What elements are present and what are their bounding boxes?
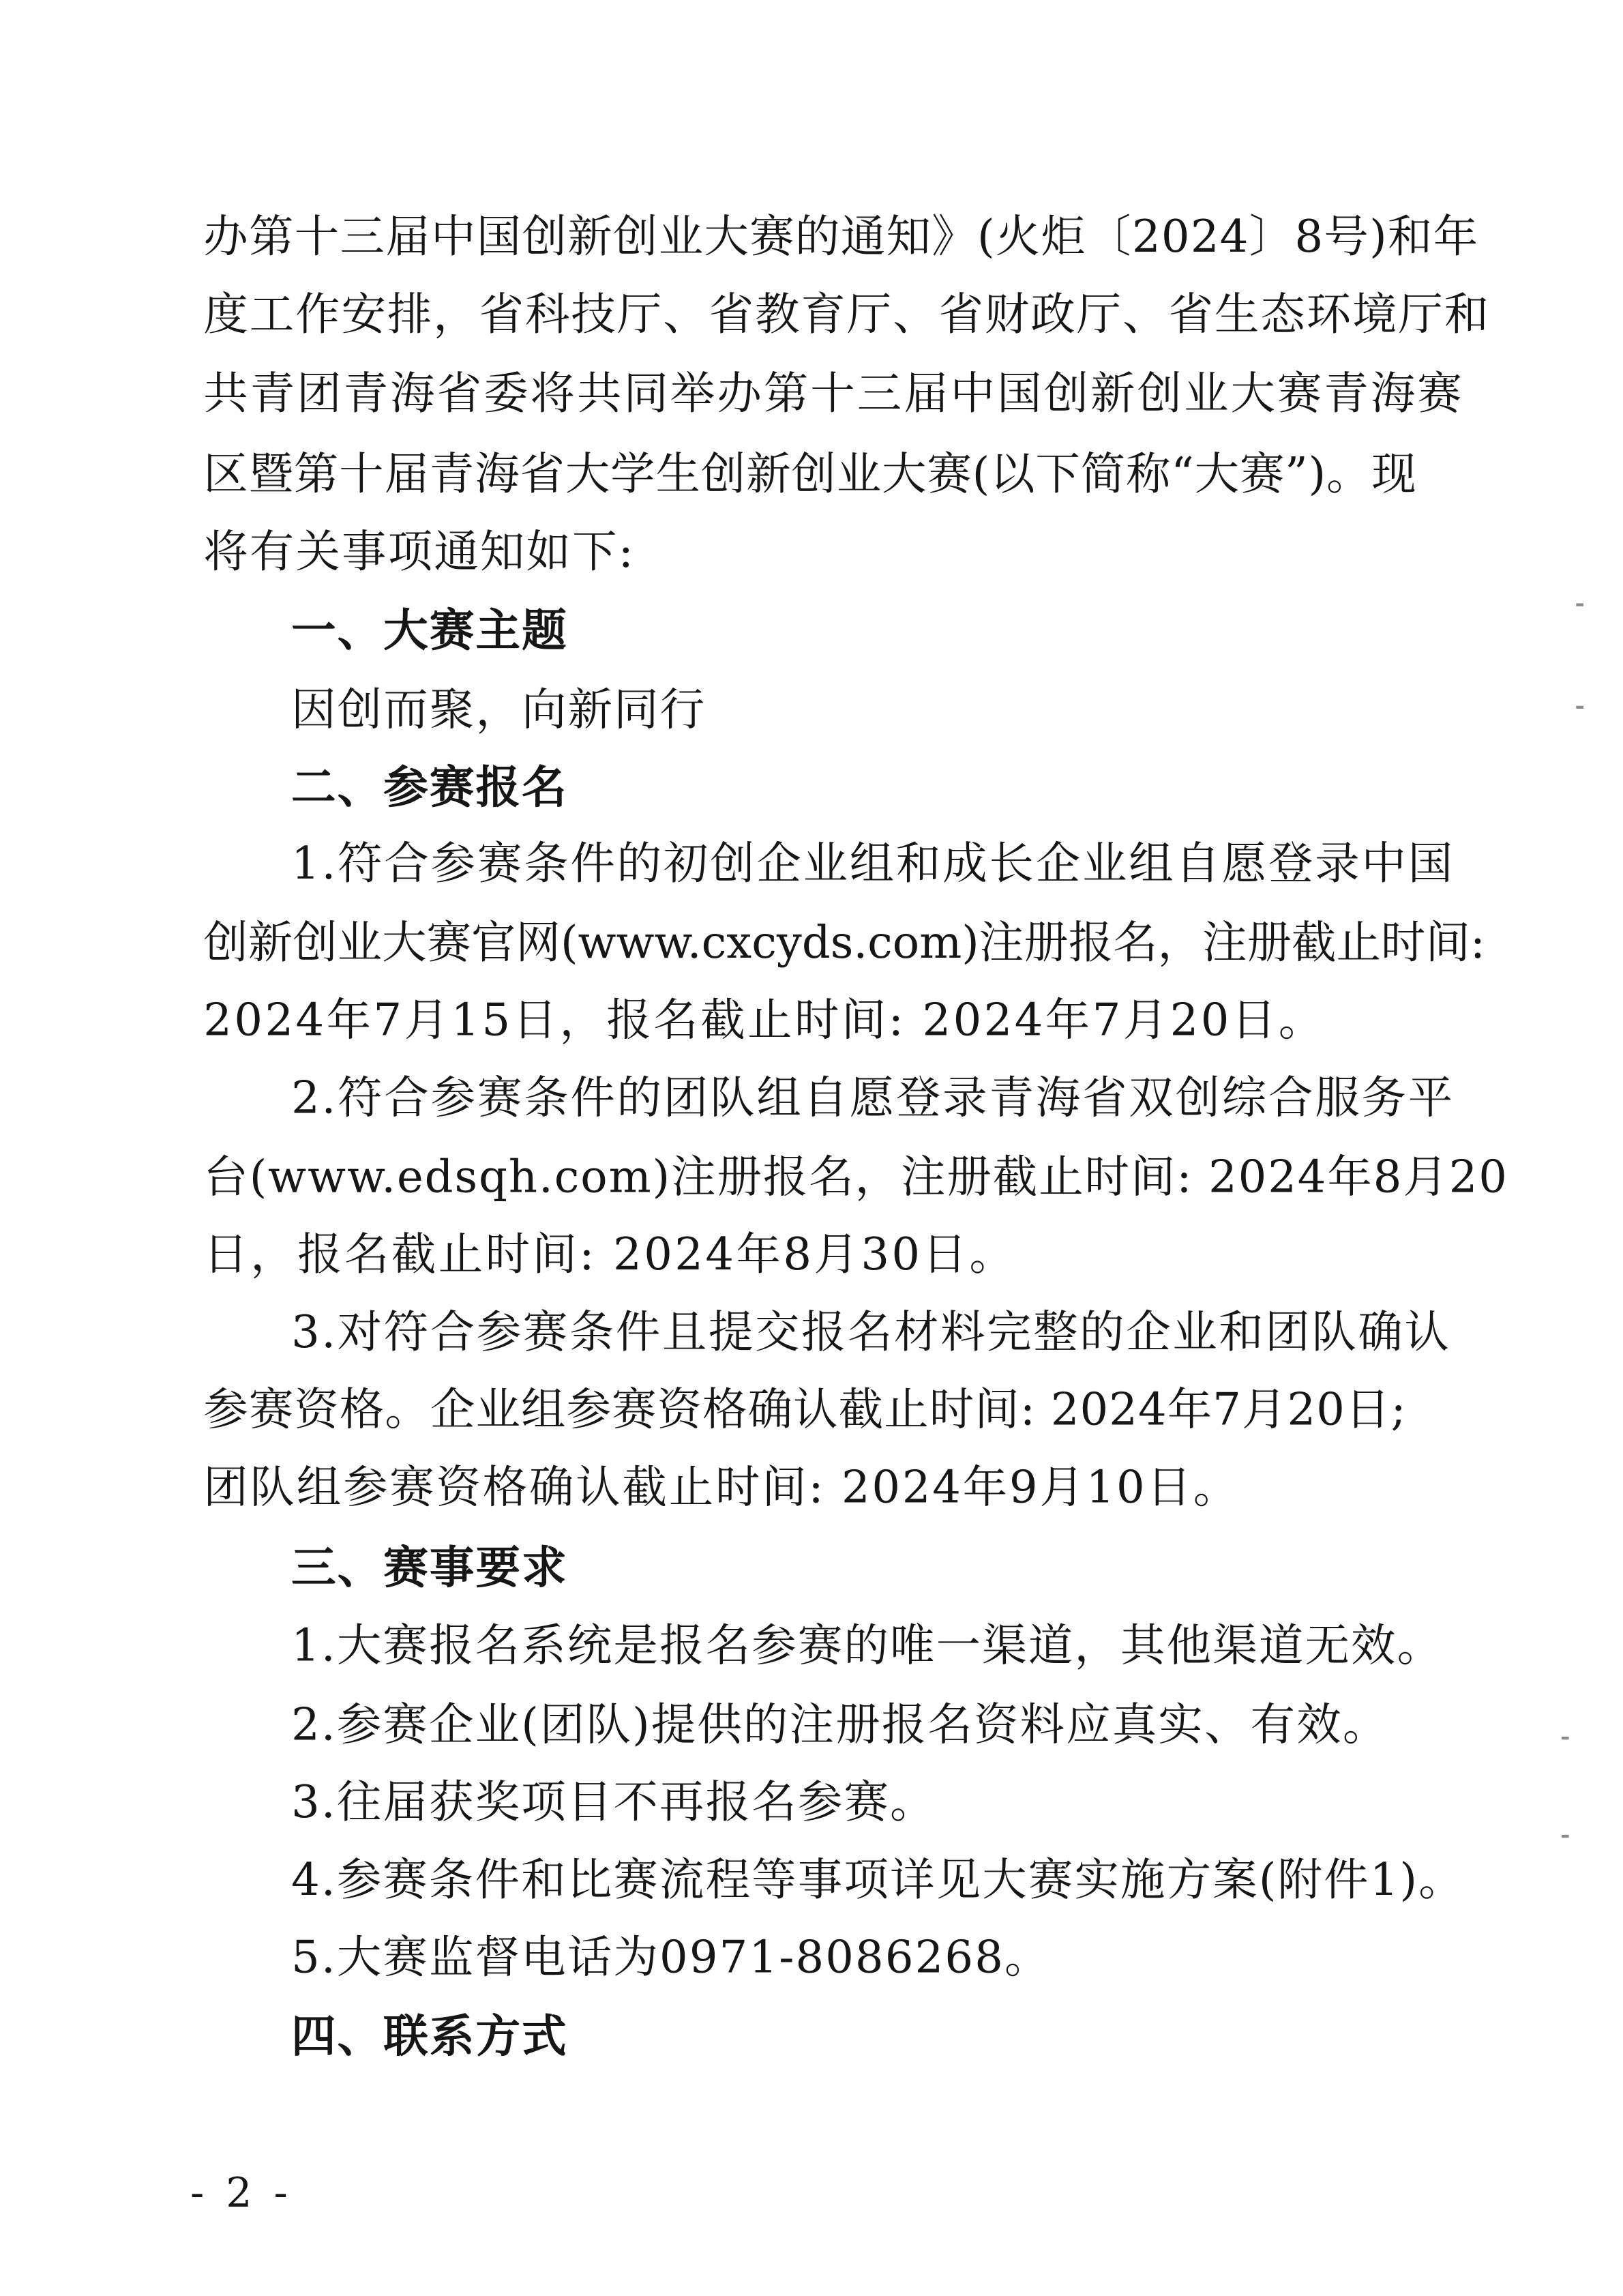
body-text-line: 创新创业大赛官网(www.cxcyds.com)注册报名，注册截止时间: bbox=[203, 917, 1485, 970]
scan-artifact bbox=[1562, 1835, 1569, 1838]
body-text-line: 因创而聚，向新同行 bbox=[291, 685, 706, 737]
section-heading-theme: 一、大赛主题 bbox=[291, 606, 568, 658]
scan-artifact bbox=[1576, 706, 1583, 709]
body-text-line: 5.大赛监督电话为0971-8086268。 bbox=[291, 1932, 1051, 1984]
body-text-line: 4.参赛条件和比赛流程等事项详见大赛实施方案(附件1)。 bbox=[291, 1855, 1465, 1907]
section-heading-contact: 四、联系方式 bbox=[291, 2012, 568, 2063]
body-text-line: 办第十三届中国创新创业大赛的通知》(火炬〔2024〕8号)和年 bbox=[203, 212, 1479, 264]
body-text-line: 3.对符合参赛条件且提交报名材料完整的企业和团队确认 bbox=[291, 1308, 1451, 1359]
body-text-line: 参赛资格。企业组参赛资格确认截止时间: 2024年7月20日; bbox=[203, 1385, 1407, 1437]
section-heading-requirements: 三、赛事要求 bbox=[291, 1543, 568, 1595]
body-text-line: 日，报名截止时间: 2024年8月30日。 bbox=[203, 1230, 1017, 1282]
scan-artifact bbox=[1576, 603, 1583, 606]
body-text-line: 将有关事项通知如下: bbox=[203, 527, 635, 578]
page-number: - 2 - bbox=[190, 2168, 293, 2218]
body-text-line: 共青团青海省委将共同举办第十三届中国创新创业大赛青海赛 bbox=[203, 368, 1464, 421]
body-text-line: 台(www.edsqh.com)注册报名，注册截止时间: 2024年8月20 bbox=[203, 1152, 1508, 1204]
body-text-line: 区暨第十届青海省大学生创新创业大赛(以下简称“大赛”)。现 bbox=[203, 450, 1417, 501]
body-text-line: 2.符合参赛条件的团队组自愿登录青海省双创综合服务平 bbox=[291, 1073, 1455, 1125]
body-text-line: 2024年7月15日，报名截止时间: 2024年7月20日。 bbox=[203, 995, 1326, 1047]
body-text-line: 3.往届获奖项目不再报名参赛。 bbox=[291, 1778, 936, 1829]
body-text-line: 团队组参赛资格确认截止时间: 2024年9月10日。 bbox=[203, 1462, 1240, 1514]
body-text-line: 度工作安排，省科技厅、省教育厅、省财政厅、省生态环境厅和 bbox=[203, 290, 1491, 342]
body-text-line: 1.符合参赛条件的初创企业组和成长企业组自愿登录中国 bbox=[291, 839, 1455, 891]
body-text-line: 1.大赛报名系统是报名参赛的唯一渠道，其他渠道无效。 bbox=[291, 1621, 1444, 1673]
scan-artifact bbox=[1562, 1737, 1569, 1739]
section-heading-registration: 二、参赛报名 bbox=[291, 763, 568, 814]
body-text-line: 2.参赛企业(团队)提供的注册报名资料应真实、有效。 bbox=[291, 1700, 1389, 1752]
